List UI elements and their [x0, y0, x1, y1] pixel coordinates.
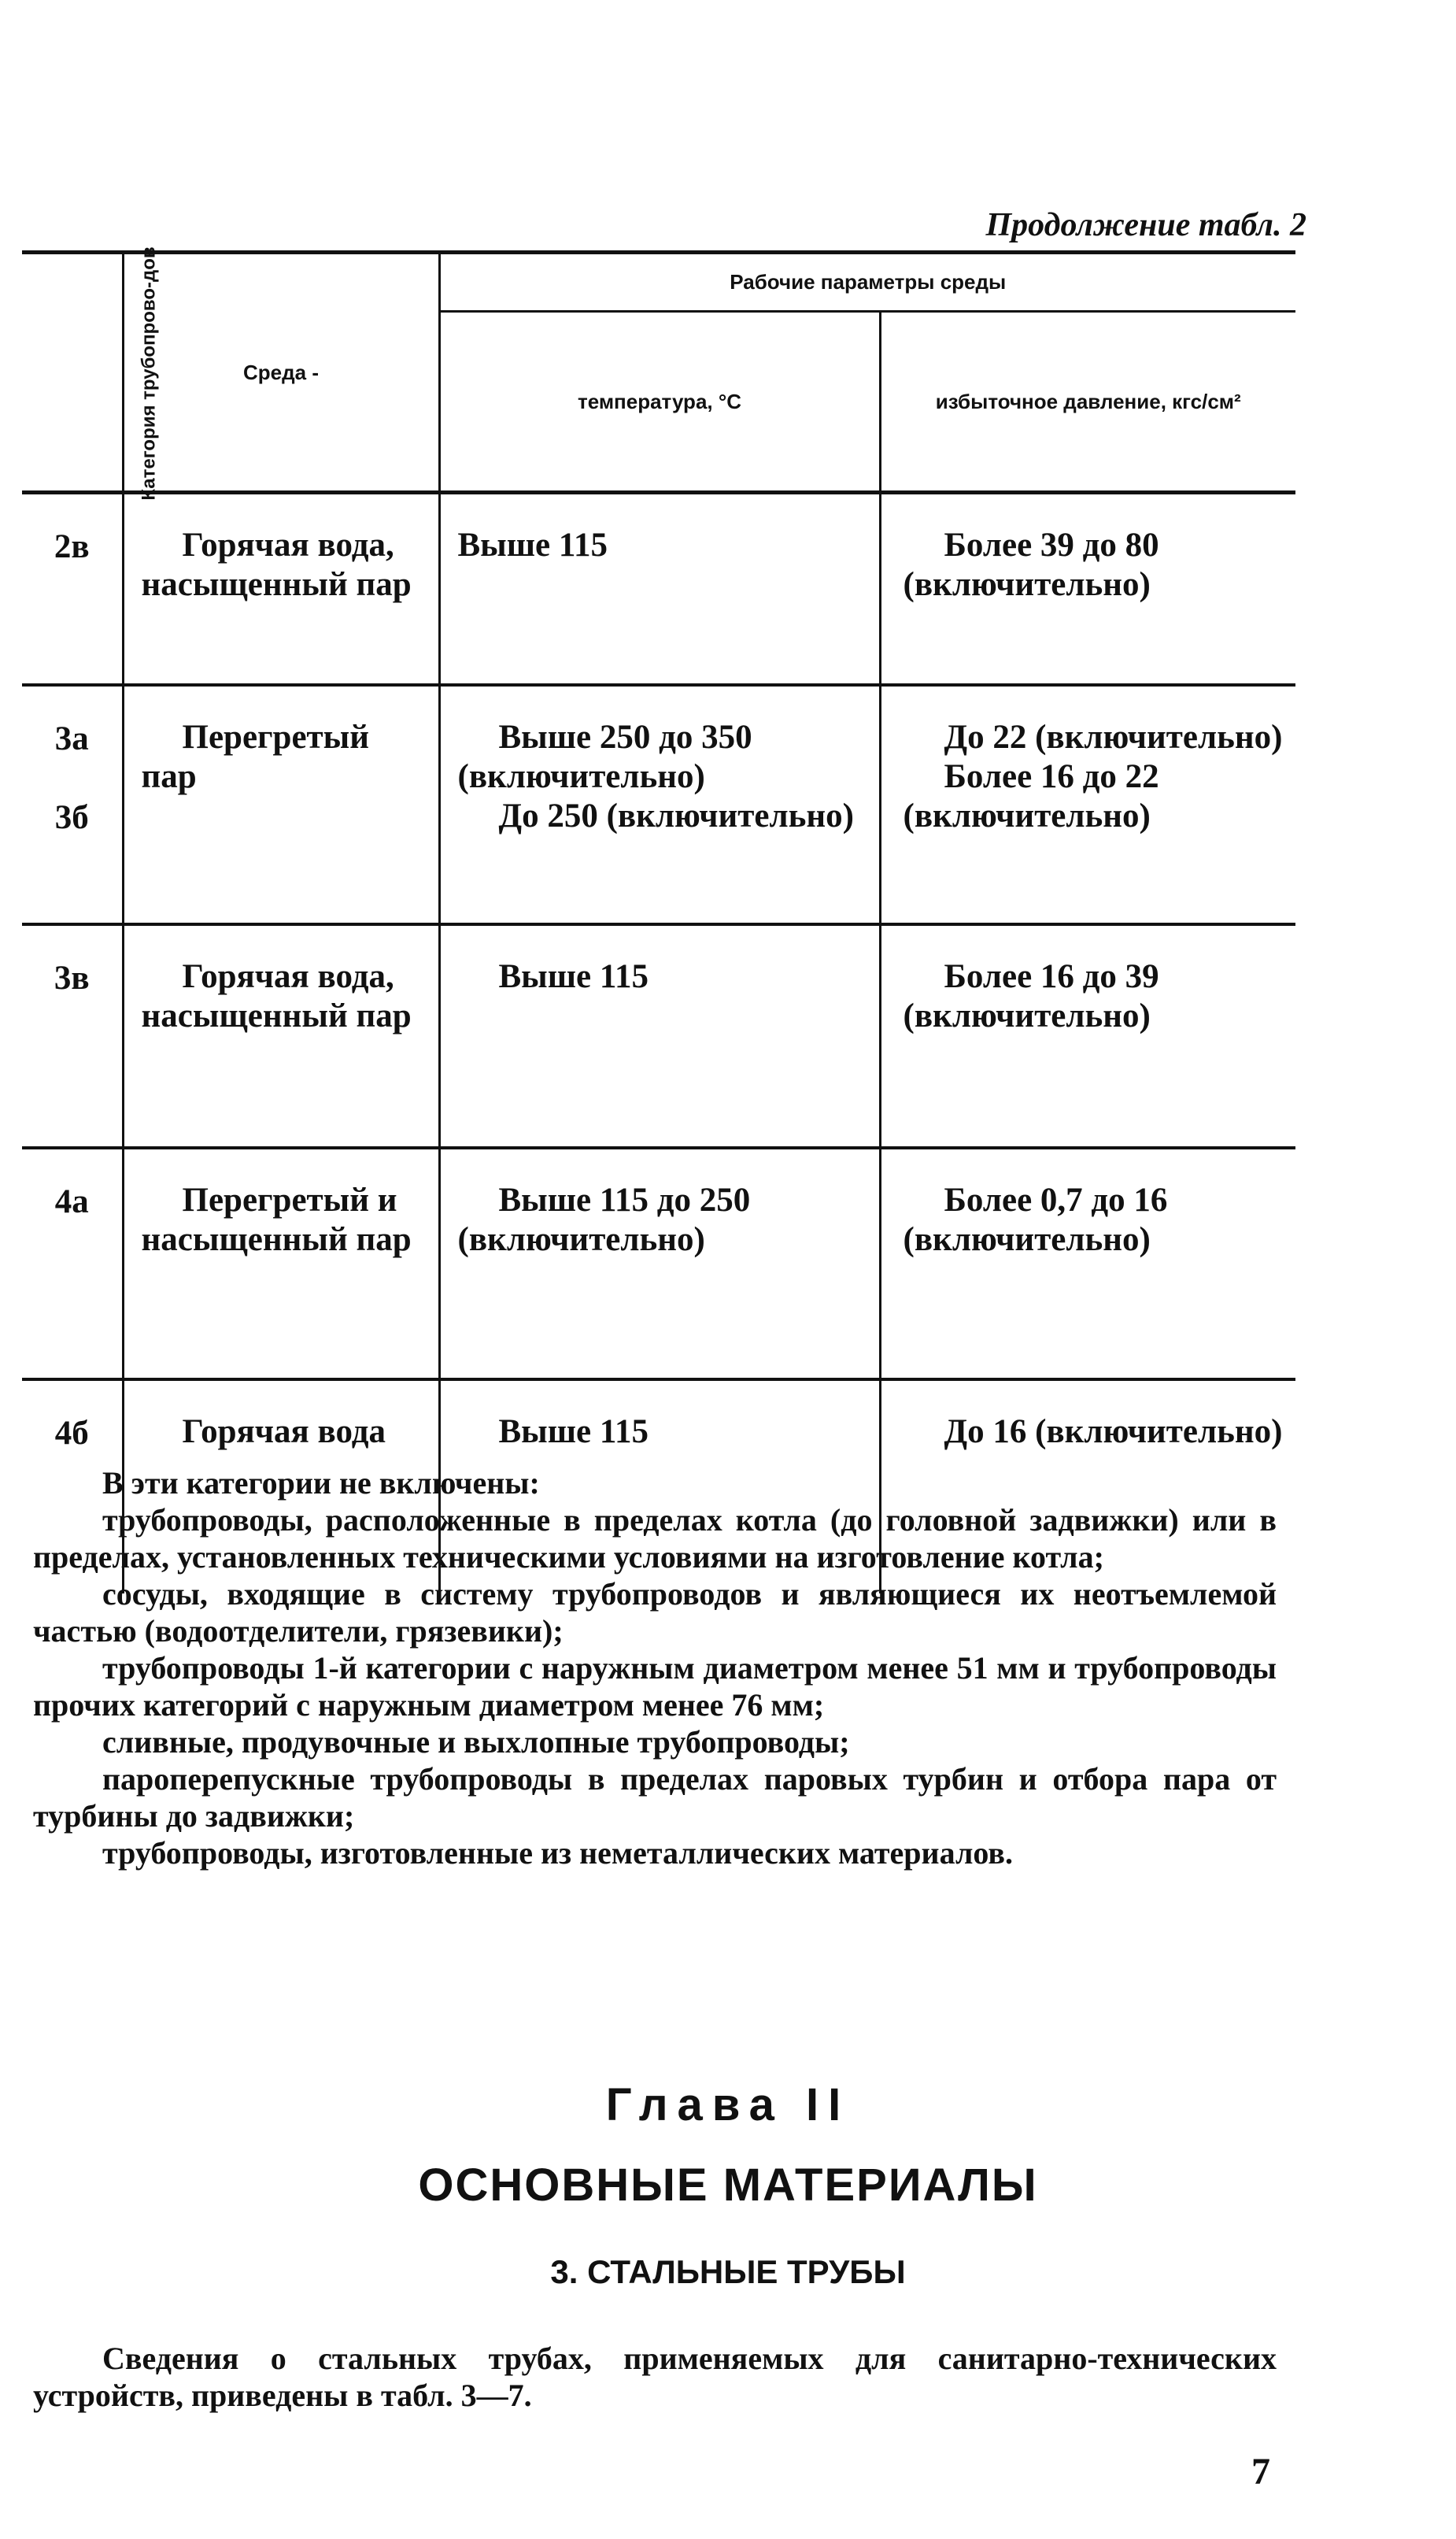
category-code: 2в: [54, 528, 90, 565]
temperature-cell: [439, 1148, 880, 1379]
note-paragraph: трубопроводы 1-й категории с наружным диаметром менее 51 мм и трубопроводы прочих категорий с наружным диаметром менее 76 мм;: [33, 1650, 1277, 1723]
pressure-text: Более 0,7 до 16 (включительно): [903, 1182, 1168, 1258]
temperature-text: Выше 115 до 250 (включительно): [457, 1182, 751, 1258]
medium-cell: [123, 493, 439, 686]
header-pressure: избыточное давление, кгс/см²: [880, 312, 1295, 493]
category-code: 3в: [54, 960, 90, 997]
temperature-text: До 250 (включительно): [498, 798, 854, 835]
category-cell: [22, 685, 123, 924]
category-cell: [22, 1148, 123, 1379]
header-temperature: температура, °С: [439, 312, 880, 493]
medium-text: Перегретый пар: [141, 719, 370, 795]
temperature-text: Выше 115: [498, 958, 649, 995]
note-paragraph: сосуды, входящие в систему трубопроводов и являющиеся их неотъемлемой частью (водоотделители, грязевики);: [33, 1576, 1277, 1649]
medium-text: Перегретый и насыщенный пар: [141, 1182, 412, 1258]
note-paragraph: пароперепускные трубопроводы в пределах паровых турбин и отбора пара от турбины до задвижки;: [33, 1761, 1277, 1834]
table-row: [22, 685, 1295, 924]
medium-text: Горячая вода, насыщенный пар: [141, 527, 412, 603]
pressure-cell: [880, 493, 1295, 686]
category-code: 3а: [54, 720, 89, 757]
medium-cell: [123, 924, 439, 1148]
exclusion-notes: [33, 1464, 1277, 1871]
table-row: [22, 493, 1295, 686]
pressure-text: Более 39 до 80 (включительно): [903, 527, 1159, 603]
medium-text: Горячая вода, насыщенный пар: [141, 958, 412, 1034]
pressure-cell: [880, 1148, 1295, 1379]
note-paragraph: трубопроводы, расположенные в пределах котла (до головной задвижки) или в пределах, установленных техническими условиями на изготовление котла;: [33, 1502, 1277, 1575]
temperature-cell: [439, 493, 880, 686]
table-row: [22, 924, 1295, 1148]
header-medium: Среда -: [123, 253, 439, 493]
header-category-text: Категория трубопрово-дов: [138, 246, 160, 501]
pressure-text: До 16 (включительно): [944, 1413, 1283, 1450]
note-paragraph: В эти категории не включены:: [102, 1465, 540, 1501]
header-params-group: Рабочие параметры среды: [439, 253, 1295, 312]
page-number: 7: [1251, 2451, 1270, 2493]
temperature-text: Выше 115: [498, 1413, 649, 1450]
chapter-title: ОСНОВНЫЕ МАТЕРИАЛЫ: [418, 2160, 1038, 2211]
medium-cell: [123, 1148, 439, 1379]
category-cell: [22, 493, 123, 686]
pressure-text: Более 16 до 39 (включительно): [903, 958, 1159, 1034]
pressure-cell: [880, 924, 1295, 1148]
pressure-text: До 22 (включительно): [944, 719, 1283, 756]
header-category: [22, 246, 160, 501]
note-paragraph: сливные, продувочные и выхлопные трубопроводы;: [102, 1724, 850, 1760]
medium-cell: [123, 685, 439, 924]
medium-text: Горячая вода: [182, 1413, 386, 1450]
table-row: [22, 1148, 1295, 1379]
temperature-cell: [439, 685, 880, 924]
intro-paragraph: Сведения о стальных трубах, применяемых для санитарно-технических устройств, приведены в табл. 3—7.: [33, 2341, 1277, 2413]
note-paragraph: трубопроводы, изготовленные из неметаллических материалов.: [102, 1835, 1013, 1871]
category-cell: [22, 924, 123, 1148]
section-intro: [33, 2340, 1277, 2414]
category-code: 3б: [54, 799, 89, 836]
pressure-text: Более 16 до 22 (включительно): [903, 758, 1159, 835]
category-code: 4б: [54, 1415, 89, 1452]
pressure-cell: [880, 685, 1295, 924]
operating-parameters-table: [22, 246, 1295, 1593]
table-continuation-label: Продолжение табл. 2: [985, 207, 1306, 243]
temperature-cell: [439, 924, 880, 1148]
temperature-text: Выше 250 до 350 (включительно): [457, 719, 752, 795]
chapter-number: Глава II: [605, 2079, 851, 2130]
category-code: 4а: [54, 1183, 89, 1220]
section-heading: 3. СТАЛЬНЫЕ ТРУБЫ: [550, 2253, 906, 2290]
temperature-text: Выше 115: [457, 527, 608, 564]
